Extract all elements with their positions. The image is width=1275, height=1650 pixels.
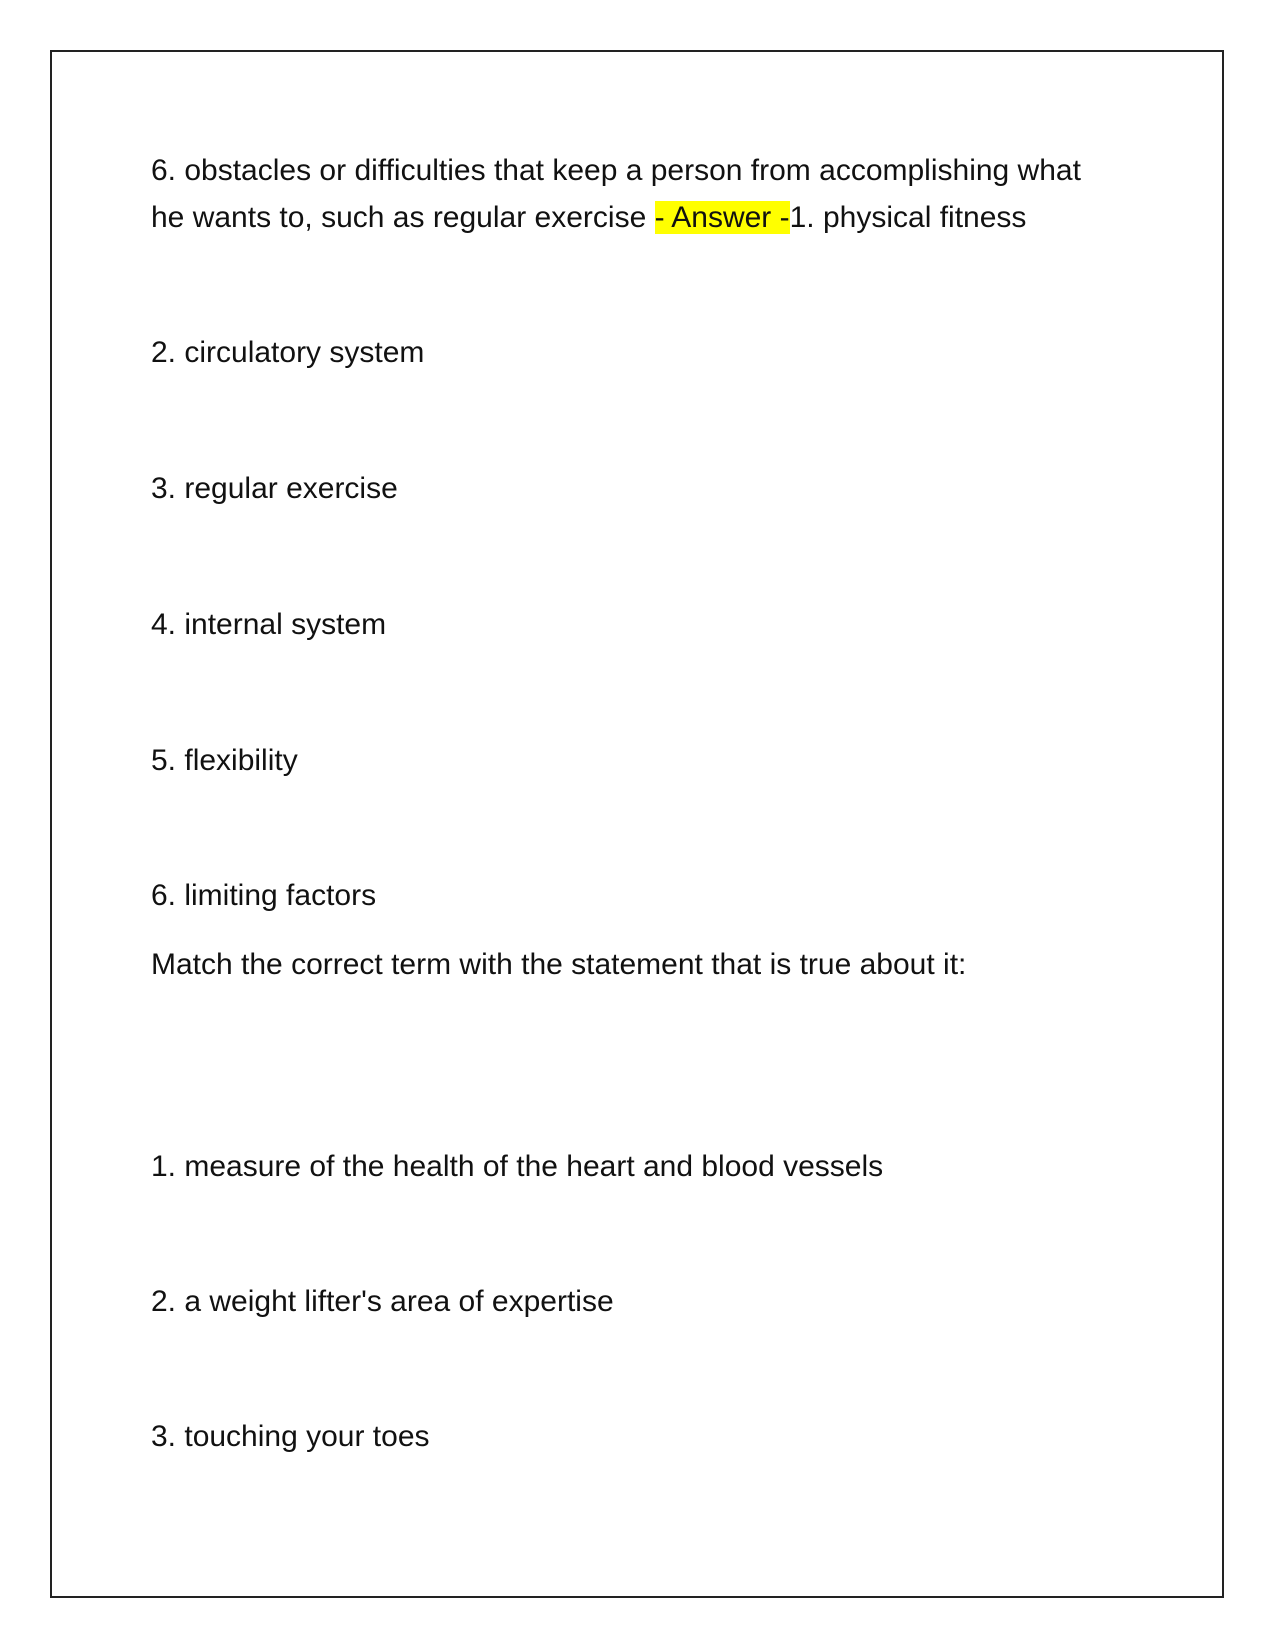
question-line-2 xyxy=(151,195,1026,241)
statement-item: 1. measure of the health of the heart and blood vessels xyxy=(151,1150,884,1183)
term-item: 4. internal system xyxy=(151,608,387,641)
question-line-1: 6. obstacles or difficulties that keep a person from accomplishing what xyxy=(151,154,1081,187)
statement-item: 2. a weight lifter's area of expertise xyxy=(151,1285,614,1318)
answer-first-term: 1. physical fitness xyxy=(789,201,1027,234)
question-line-2-prefix: he wants to, such as regular exercise xyxy=(151,201,655,234)
statement-item: 3. touching your toes xyxy=(151,1420,430,1453)
instruction-text: Match the correct term with the statement that is true about it: xyxy=(151,948,967,981)
term-item: 6. limiting factors xyxy=(151,879,377,912)
term-item: 5. flexibility xyxy=(151,744,298,777)
page-border xyxy=(50,50,1224,1598)
term-item: 3. regular exercise xyxy=(151,472,398,505)
answer-marker-highlight: - Answer - xyxy=(654,201,790,234)
term-item: 2. circulatory system xyxy=(151,336,425,369)
